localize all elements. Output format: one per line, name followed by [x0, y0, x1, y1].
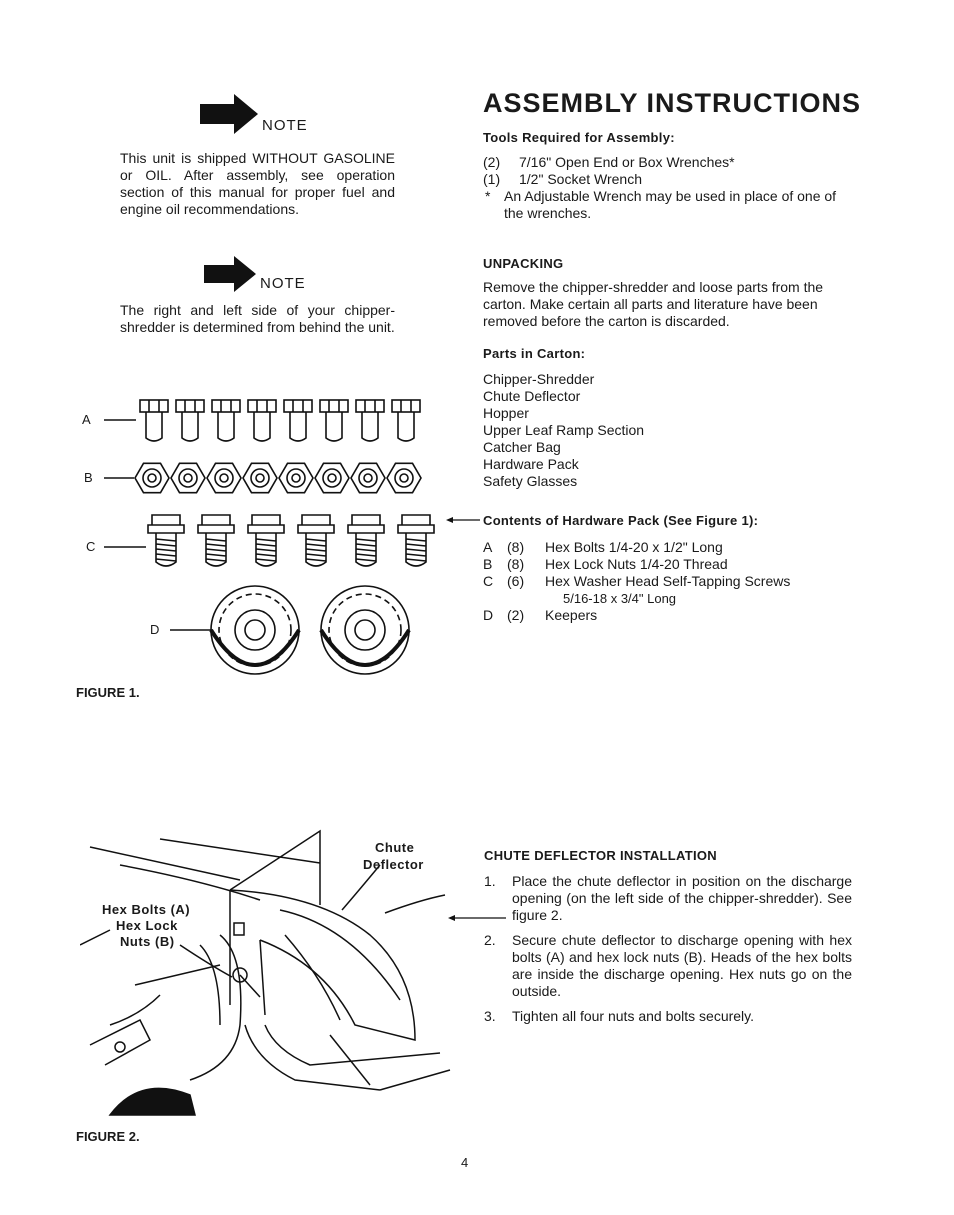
unpacking-heading: UNPACKING — [483, 256, 564, 271]
figure2-caption: FIGURE 2. — [76, 1129, 140, 1144]
hex-bolt-icon — [284, 400, 312, 441]
parts-heading: Parts in Carton: — [483, 346, 586, 361]
hex-nut-icon — [243, 463, 277, 492]
hardware-heading: Contents of Hardware Pack (See Figure 1): — [483, 513, 759, 528]
note-label-2: NOTE — [260, 275, 306, 292]
tools-item: (1) 1/2" Socket Wrench — [483, 171, 642, 187]
list-item: Hardware Pack — [483, 456, 579, 472]
list-item: Chipper-Shredder — [483, 371, 595, 387]
page-number: 4 — [461, 1155, 469, 1170]
hex-nut-icon — [207, 463, 241, 492]
parts-list — [483, 371, 644, 490]
tools-item: (2) 7/16" Open End or Box Wrenches* — [483, 154, 735, 170]
figure1-label-c: C — [86, 539, 96, 554]
hex-bolt-icon — [212, 400, 240, 441]
page-title: ASSEMBLY INSTRUCTIONS — [483, 88, 862, 118]
note-heading-1 — [200, 94, 308, 134]
figure1-caption: FIGURE 1. — [76, 685, 140, 700]
tools-list — [483, 154, 853, 222]
figure2-label-nuts1: Hex Lock — [116, 918, 178, 933]
note-label-1: NOTE — [262, 117, 308, 134]
figure1-label-a: A — [82, 412, 91, 427]
list-item: Safety Glasses — [483, 473, 578, 489]
arrow-icon — [200, 94, 258, 134]
note-text-1: This unit is shipped WITHOUT GASOLINE or OIL. After assembly, see operation section of this manual for proper fuel and engine oil recommendations. — [120, 150, 395, 217]
list-item: D (2) Keepers — [483, 607, 598, 623]
pointer-arrow-icon — [446, 516, 482, 524]
list-item: B (8) Hex Lock Nuts 1/4-20 Thread — [483, 556, 728, 572]
screw-icon — [298, 515, 334, 566]
list-item: A (8) Hex Bolts 1/4-20 x 1/2" Long — [483, 539, 723, 555]
hex-bolt-icon — [176, 400, 204, 441]
list-item: C (6) Hex Washer Head Self-Tapping Screws — [483, 573, 791, 589]
tools-heading: Tools Required for Assembly: — [483, 130, 675, 145]
figure-2 — [80, 825, 455, 1120]
unpacking-text: Remove the chipper-shredder and loose parts from the carton. Make certain all parts and literature have been removed before the carton is discarded. — [483, 279, 824, 329]
hex-nut-icon — [351, 463, 385, 492]
hex-nut-icon — [171, 463, 205, 492]
list-item: Upper Leaf Ramp Section — [483, 422, 645, 438]
hex-bolt-icon — [356, 400, 384, 441]
screw-icon — [198, 515, 234, 566]
hex-bolt-icon — [320, 400, 348, 441]
hex-nut-icon — [135, 463, 169, 492]
hex-nut-icon — [315, 463, 349, 492]
chute-steps — [484, 873, 852, 1033]
list-item: Hopper — [483, 405, 529, 421]
tools-footnote: * An Adjustable Wrench may be used in place of one of the wrenches. — [485, 188, 837, 221]
chute-heading: CHUTE DEFLECTOR INSTALLATION — [484, 848, 717, 863]
list-item: 2. Secure chute deflector to discharge opening with hex bolts (A) and hex lock nuts (B). Heads of the hex bolts are inside the discharge opening. Hex nuts go on the outside. — [484, 932, 852, 999]
list-item: 5/16-18 x 3/4" Long — [563, 591, 677, 606]
figure-1 — [80, 390, 440, 690]
note-heading-2 — [204, 256, 306, 292]
list-item: 1. Place the chute deflector in position on the discharge opening (on the left side of the chipper-shredder). See figure 2. — [484, 873, 852, 923]
screw-icon — [148, 515, 184, 566]
hardware-illustration — [80, 390, 440, 690]
figure2-label-chute: Chute — [375, 840, 415, 855]
hex-bolt-icon — [392, 400, 420, 441]
hardware-list — [483, 539, 790, 624]
hex-bolt-icon — [140, 400, 168, 441]
keeper-icon — [211, 586, 299, 674]
keeper-icon — [321, 586, 409, 674]
hex-bolt-icon — [248, 400, 276, 441]
figure1-label-d: D — [150, 622, 160, 637]
note-text-2: The right and left side of your chipper-shredder is determined from behind the unit. — [120, 302, 395, 335]
figure2-label-deflector: Deflector — [363, 857, 424, 872]
hex-nut-icon — [279, 463, 313, 492]
arrow-icon — [204, 256, 256, 292]
list-item: 3. Tighten all four nuts and bolts securely. — [484, 1008, 755, 1024]
screw-icon — [248, 515, 284, 566]
figure2-label-nuts2: Nuts (B) — [120, 934, 175, 949]
list-item: Chute Deflector — [483, 388, 581, 404]
hex-nut-icon — [387, 463, 421, 492]
figure1-label-b: B — [84, 470, 93, 485]
screw-icon — [398, 515, 434, 566]
figure2-label-bolts: Hex Bolts (A) — [102, 902, 191, 917]
list-item: Catcher Bag — [483, 439, 561, 455]
screw-icon — [348, 515, 384, 566]
